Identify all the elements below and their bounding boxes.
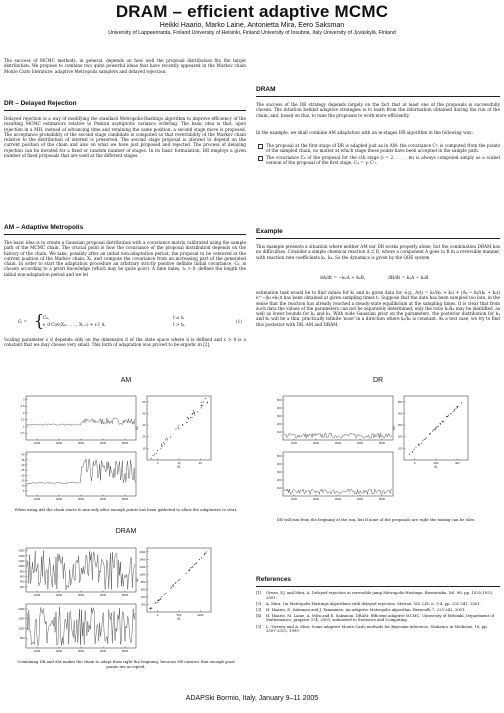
scatter-point	[461, 402, 462, 403]
y-tick-label: 300	[397, 423, 403, 428]
intro-text: The success of MCMC methods, in general, depends on how well the proposal distribution fits the target distribution. We propose to combine two quite powerful ideas that have recently appeared in the Markov chain Monte Carlo literature: adaptive Metropolis samplers and delayed rejection.	[4, 58, 246, 74]
x-tick-label: 1000	[33, 593, 41, 597]
scatter-point	[194, 564, 195, 565]
y-tick-label: 1200	[18, 558, 25, 563]
y-tick-label: 20	[142, 434, 146, 439]
y-tick-label: 400	[140, 594, 146, 599]
scatter-point	[150, 608, 151, 609]
y-tick-label: 25	[21, 468, 25, 473]
scatter-point	[178, 580, 179, 581]
scatter-point	[419, 445, 420, 446]
x-tick-label: 20	[177, 461, 181, 465]
scatter-point	[155, 602, 156, 603]
y-tick-label: 200	[140, 602, 146, 607]
y-tick-label: 500	[19, 636, 25, 641]
reference-item: [3] H. Haario, E. Saksman and J. Tamminen. An adaptive Metropolis algorithm. Bernoulli 7, 223-242, 2001.	[256, 606, 466, 612]
scatter-point	[151, 458, 152, 459]
scatter-point	[175, 582, 176, 583]
scatter-point	[186, 573, 187, 574]
scatter-point	[454, 409, 455, 410]
scatter-point	[190, 567, 191, 568]
scatter-point	[447, 416, 448, 417]
scatter-point	[192, 413, 193, 414]
scatter-point	[161, 446, 162, 447]
scatter-point	[162, 445, 163, 446]
scatter-point	[179, 579, 180, 580]
x-tick-label: 4000	[99, 497, 107, 501]
scatter-point	[161, 444, 162, 445]
scatter-point	[435, 429, 436, 430]
am-caption: When using AM the chain starts to mix only after enough points has been gathered to allow the adaptation to start.	[14, 507, 238, 512]
x-tick-label: 4000	[356, 497, 364, 501]
scatter-point	[151, 608, 152, 609]
x-tick-label: 3000	[77, 649, 85, 653]
scatter-point	[188, 570, 189, 571]
y-tick-label: 100	[276, 430, 282, 434]
y-tick-label: 2	[22, 410, 25, 415]
x-axis-label: k1	[177, 465, 181, 469]
y-tick-label: 50	[142, 399, 146, 404]
scatter-point	[426, 437, 427, 438]
authors: Heikki Haario, Marko Laine, Antonietta Mira, Eero Saksman	[159, 22, 345, 29]
scatter-point	[453, 411, 454, 412]
scatter-point	[440, 423, 441, 424]
scatter-point	[438, 426, 439, 427]
dr-body: Delayed rejection is a way of modifying the standard Metropolis-Hastings algorithm to improve efficiency of the resulting MCMC estimators relative to Peskun asymptotic variance ordering. The basic idea is that, upon rejection in a MH, instead of advancing time and retaining the same position, a second stage move is proposed. The acceptance probability of the second stage candidate is computed so that reversibility of the Markov chain relative to the distribution of interest is preserved. The second stage proposal is allowed to depend on the current position of the chain and also on what we have just proposed and rejected. The process of delaying rejection can be iterated for a fixed or random number of stages. In its basic formulation, DR employs a given number of fixed proposals that are used at the different stages.	[4, 116, 246, 159]
chain-trace-line	[27, 459, 135, 484]
dram-heading: DRAM	[256, 86, 276, 93]
scatter-point	[450, 413, 451, 414]
x-tick-label: 0	[156, 613, 159, 617]
scatter-point	[194, 414, 195, 415]
x-tick-label: 3000	[77, 593, 85, 597]
scatter-point	[193, 412, 194, 413]
scatter-point	[446, 416, 447, 417]
eq-number: (1)	[236, 319, 242, 324]
example-body-2: estimation task would be to find values for k₁ and k₂ given data for, e.g., A(t) = k₂/(k₁ + k₂) + (A₀ − k₂/(k₁ + k₂)) e^−(k₁+k₂)t has been obtained at given sampling times tᵢ. Suppose that the data has been sampled too late, in the sense that the reaction has already reached a steady-state equilibrium at the sampling times. It is clear that from such data the values of the parameters can not be separately determined; only the ratio k₁/k₂ may be identified, as well as lower bounds for k₁ and k₂. With wide Gaussian prior on the parameters, the posterior distribution for k₁ and k₂ will be a thin, practically infinite 'nose' in a direction where k₁/k₂ is constant. As a test case, we try to find this posterior with DR, AM and DRAM.	[256, 290, 500, 327]
y-tick-label: 1000	[18, 564, 25, 569]
dram-body: The success of the DR strategy depends largely on the fact that at least one of the proposals is successfully chosen. The intuition behind adaptive strategies is to learn from the information obtained during the run of the chain, and, based on this, to tune the proposals to work more efficiently.	[256, 102, 500, 118]
y-tick-label: 200	[397, 434, 403, 439]
x-tick-label: 40	[198, 461, 202, 465]
x-tick-label: 3000	[334, 441, 342, 445]
y-tick-label: 1400	[139, 557, 146, 562]
scatter-point	[192, 566, 193, 567]
footer-conference: ADAPSki Bormio, Italy, January 9–11 2005	[185, 695, 319, 702]
eq-row-1-cond: t ≤ t₀	[173, 315, 185, 320]
y-tick-label: 40	[142, 411, 146, 416]
scatter-point	[192, 414, 193, 415]
example-heading: Example	[256, 228, 283, 235]
references-rule	[256, 586, 500, 587]
scatter-point	[409, 454, 410, 455]
x-tick-label: 3000	[334, 497, 342, 501]
y-tick-label: 1.5	[20, 417, 25, 422]
scatter-point	[425, 438, 426, 439]
y-tick-label: 800	[140, 579, 146, 584]
poster-title: DRAM – efficient adaptive MCMC	[115, 2, 389, 21]
axes-frame	[26, 396, 136, 440]
x-tick-label: 5000	[121, 441, 129, 445]
scatter-point	[434, 429, 435, 430]
reference-item: [5] L. Tierney and A. Mira. Some adaptive Monte Carlo methods for Bayesian inference. Statistics in Medicine, 18, pp. 2507-2515, 1999.	[256, 623, 488, 634]
y-tick-label: 1200	[139, 564, 146, 569]
scatter-point	[203, 401, 204, 402]
scatter-point	[424, 439, 425, 440]
x-tick-label: 1000	[197, 613, 204, 617]
axes-frame	[283, 452, 393, 496]
x-tick-label: 3000	[77, 441, 85, 445]
y-tick-label: 200	[19, 584, 25, 589]
y-tick-label: 2000	[18, 606, 25, 611]
x-tick-label: 2000	[55, 593, 63, 597]
chain-trace-line	[27, 550, 135, 589]
scatter-point	[170, 437, 171, 438]
references-heading: References	[256, 576, 292, 583]
y-tick-label: 500	[397, 399, 403, 404]
x-tick-label: 1000	[33, 649, 41, 653]
y-tick-label: 30	[21, 462, 25, 467]
y-tick-label: 400	[397, 411, 403, 416]
y-tick-label: 800	[19, 569, 25, 574]
scatter-point	[154, 454, 155, 455]
dram-figure-label: DRAM	[115, 528, 137, 535]
scatter-point	[178, 425, 179, 426]
scatter-point	[436, 427, 437, 428]
dr-figure-label: DR	[372, 377, 384, 384]
scatter-point	[422, 440, 423, 441]
scatter-point	[456, 408, 457, 409]
eq-lhs: Cₜ =	[18, 319, 28, 324]
y-tick-label: 400	[19, 579, 25, 584]
chain-trace-line	[27, 607, 135, 646]
scatter-point	[167, 439, 168, 440]
ode-2: dB/dt = k₁A − k₂B	[388, 276, 429, 281]
y-tick-label: 1600	[18, 548, 25, 553]
am-heading: AM – Adaptive Metropolis	[4, 224, 84, 231]
scatter-point	[156, 453, 157, 454]
scatter-point	[201, 402, 202, 403]
x-tick-label: 1000	[290, 497, 298, 501]
scatter-point	[437, 426, 438, 427]
y-tick-label: 5	[22, 488, 25, 493]
scatter-point	[421, 443, 422, 444]
scatter-point	[412, 451, 413, 452]
y-tick-label: 100	[276, 486, 282, 490]
chain-trace-line	[284, 433, 392, 438]
dr-caption: DR will mix from the begining of the run, but if none of the proposals are right the mixing can be slow.	[276, 517, 476, 522]
y-axis-label: k2	[135, 426, 139, 430]
scatter-point	[206, 552, 207, 553]
x-tick-label: 2000	[55, 649, 63, 653]
y-tick-label: 35	[21, 457, 25, 462]
scatter-point	[192, 417, 193, 418]
scatter-point	[170, 588, 171, 589]
scatter-point	[204, 553, 205, 554]
y-tick-label: 1500	[18, 616, 25, 621]
dr-heading: DR – Delayed Rejection	[4, 100, 77, 107]
y-tick-label: 300	[276, 470, 282, 474]
scatter-point	[178, 428, 179, 429]
x-tick-label: 1000	[290, 441, 298, 445]
scatter-point	[199, 559, 200, 560]
scatter-point	[182, 424, 183, 425]
x-tick-label: 3000	[77, 497, 85, 501]
axes-frame	[283, 396, 393, 440]
reference-item: [1] Green, P.J. and Mira, A. Delayed rejection in reversible jump Metropolis-Hastings. Biometrika, Vol. 88, pp. 1035-1053, 2001.	[256, 590, 494, 600]
x-tick-label: 4000	[99, 593, 107, 597]
scatter-point	[187, 417, 188, 418]
am-figure-label: AM	[120, 377, 132, 384]
scatter-point	[153, 455, 154, 456]
scatter-point	[204, 555, 205, 556]
scatter-point	[157, 602, 158, 603]
y-tick-label: 400	[276, 406, 282, 410]
y-tick-label: 40	[21, 452, 25, 457]
scatter-point	[164, 444, 165, 445]
y-axis-label: k2	[392, 426, 396, 430]
scatter-point	[194, 413, 195, 414]
chain-trace-line	[27, 418, 135, 426]
y-tick-label: 1000	[139, 572, 146, 577]
y-tick-label: 500	[276, 454, 282, 458]
scatter-point	[430, 433, 431, 434]
y-tick-label: 1	[22, 424, 25, 429]
scatter-point	[175, 429, 176, 430]
scatter-point	[448, 415, 449, 416]
scatter-point	[442, 421, 443, 422]
ode-1: dA/dt = −k₁A + k₂B,	[320, 276, 366, 281]
scatter-point	[190, 417, 191, 418]
scatter-point	[178, 427, 179, 428]
y-tick-label: 400	[276, 462, 282, 466]
x-tick-label: 0	[156, 461, 159, 465]
x-tick-label: 400	[454, 461, 460, 465]
reference-item: [2] A. Mira. On Metropolis-Hastings algorithms with delayed rejection. Metron, Vol. LIX, n. 3-4, pp. 231-241, 2001.	[256, 600, 482, 606]
scatter-point	[188, 418, 189, 419]
x-tick-label: 2000	[55, 441, 63, 445]
scatter-point	[205, 553, 206, 554]
x-tick-label: 4000	[356, 441, 364, 445]
y-tick-label: 100	[397, 446, 403, 451]
scatter-point	[157, 450, 158, 451]
scatter-point	[160, 598, 161, 599]
y-tick-label: 15	[21, 478, 25, 483]
y-tick-label: 10	[142, 446, 146, 451]
eq-row-2: s_d Cov(X₀, . . . , Xₜ₋₁) + ε I_d,	[43, 322, 106, 327]
y-tick-label: 20	[21, 473, 25, 478]
x-tick-label: 5000	[378, 441, 386, 445]
scatter-point	[429, 434, 430, 435]
y-tick-label: 600	[19, 574, 25, 579]
x-tick-label: 5000	[121, 593, 129, 597]
scatter-point	[196, 562, 197, 563]
y-tick-label: 2.5	[20, 404, 25, 409]
eq-row-2-cond: t > t₀.	[173, 322, 186, 327]
x-tick-label: 2000	[312, 441, 320, 445]
scatter-point	[197, 411, 198, 412]
scatter-point	[202, 405, 203, 406]
scatter-point	[432, 431, 433, 432]
x-axis-label: k1	[177, 617, 181, 621]
y-tick-label: 0.5	[20, 431, 25, 436]
reference-item: [4] H. Haario, M. Laine, A. Mira and E. Saksman. DRAM: Efficient adaptive MCMC. University of Helsinki, Department of Mathematics, preprint 374, 2003, submitted to Statistics and Computing.	[256, 612, 495, 623]
x-tick-label: 5000	[378, 497, 386, 501]
x-tick-label: 1000	[33, 497, 41, 501]
dram-bullet-1: The proposal at the first stage of DR is adapted just as in AM: the covariance C¹ₜ is computed from the points of the sampled chain, no matter at which stage these points have been accepted in the sample path.	[258, 143, 500, 154]
y-tick-label: 300	[276, 414, 282, 418]
references-list	[256, 591, 500, 635]
scatter-point	[193, 410, 194, 411]
scatter-point	[166, 438, 167, 439]
x-tick-label: 2000	[312, 497, 320, 501]
x-tick-label: 5000	[121, 649, 129, 653]
scatter-point	[163, 442, 164, 443]
scatter-point	[416, 447, 417, 448]
y-tick-label: 10	[21, 483, 25, 488]
y-tick-label: 1000	[18, 626, 25, 631]
y-tick-label: 200	[276, 422, 282, 426]
scatter-point	[186, 422, 187, 423]
scatter-point	[164, 594, 165, 595]
x-tick-label: 500	[176, 613, 182, 617]
scatter-point	[161, 596, 162, 597]
y-tick-label: 600	[140, 587, 146, 592]
y-tick-label: 1600	[139, 549, 146, 554]
scatter-point	[166, 593, 167, 594]
scatter-point	[155, 603, 156, 604]
scatter-point	[414, 449, 415, 450]
y-tick-label: 500	[276, 398, 282, 402]
x-tick-label: 4000	[99, 441, 107, 445]
x-tick-label: 200	[433, 461, 439, 465]
y-tick-label: 1400	[18, 553, 25, 558]
y-tick-label: 200	[276, 478, 282, 482]
scatter-point	[433, 430, 434, 431]
eq-row-1: C₀,	[43, 315, 50, 320]
scatter-point	[173, 586, 174, 587]
affiliations: University of Lappeenranta, Finland University of Helsinki, Finland University of Insubria, Italy University of Jyväskylä, Finland	[108, 30, 396, 36]
scatter-point	[201, 405, 202, 406]
x-tick-label: 5000	[121, 497, 129, 501]
x-tick-label: 4000	[99, 649, 107, 653]
x-tick-label: 2000	[55, 497, 63, 501]
chain-trace-line	[284, 489, 392, 494]
x-tick-label: 0	[413, 461, 416, 465]
dram-body-2: In the example, we shall combine AM adaptation with an m-stages DR algorithm in the following way:	[256, 130, 473, 135]
eq-brace: {	[34, 311, 45, 330]
y-tick-label: 3	[22, 397, 25, 402]
scatter-point	[160, 448, 161, 449]
dram-bullet-2: The covariance Cᵢₜ of the proposal for the i:th stage (i = 2, . . . , m) is always computed simply as a scaled version of the proposal of the first stage, Cᵢₜ = γᵢ C¹ₜ.	[258, 155, 500, 166]
scatter-point	[195, 563, 196, 564]
x-axis-label: k1	[434, 465, 438, 469]
dram-caption: Combining DR and AM makes the chain to adapt from right the begining, because DR ensures that enough good points are accepted.	[17, 659, 235, 669]
scatter-point	[457, 406, 458, 407]
scatter-point	[173, 584, 174, 585]
am-body-1: The basic idea is to create a Gaussian proposal distribution with a covariance matrix calibrated using the sample path of the MCMC chain. The crucial point is how the covariance of the proposal distribution depends on the history of the chain. We take, possibly after an initial non-adaptation period, the proposal to be centered at the current position of the Markov chain, Xₜ, and compute the covariance from an increasing part of the generated chain. In order to start the adaptation procedure an arbitrary strictly positive definite initial covariance, C₀, is chosen according to a priori knowledge (which may be quite poor). A time index, t₀ > 0, defines the length the initial non-adaptation period and we let	[4, 240, 246, 277]
scatter-point	[207, 402, 208, 403]
scatter-point	[419, 444, 420, 445]
scatter-point	[165, 439, 166, 440]
am-body-2: Scaling parameter s_d depends only on the dimension d of the state space where π is defined and ε > 0 is a constant that we may choose very small. This form of adaptation was proved to be ergodic in [2].	[4, 337, 246, 348]
scatter-point	[160, 599, 161, 600]
x-tick-label: 1000	[33, 441, 41, 445]
y-tick-label: 30	[142, 423, 146, 428]
scatter-point	[159, 600, 160, 601]
y-axis-label: k2	[135, 578, 139, 582]
example-body-1: This example presents a situation where neither AM nor DR works properly alone, but the combination DRAM has no difficulties. Consider a simple chemical reaction A ⇄ B, where a component A goes to B in a reversible manner, with reaction rate coefficients k₁, k₂. So the dynamics is given by the ODE system	[256, 244, 500, 260]
scatter-point	[201, 407, 202, 408]
scatter-point	[201, 557, 202, 558]
scatter-point	[205, 398, 206, 399]
